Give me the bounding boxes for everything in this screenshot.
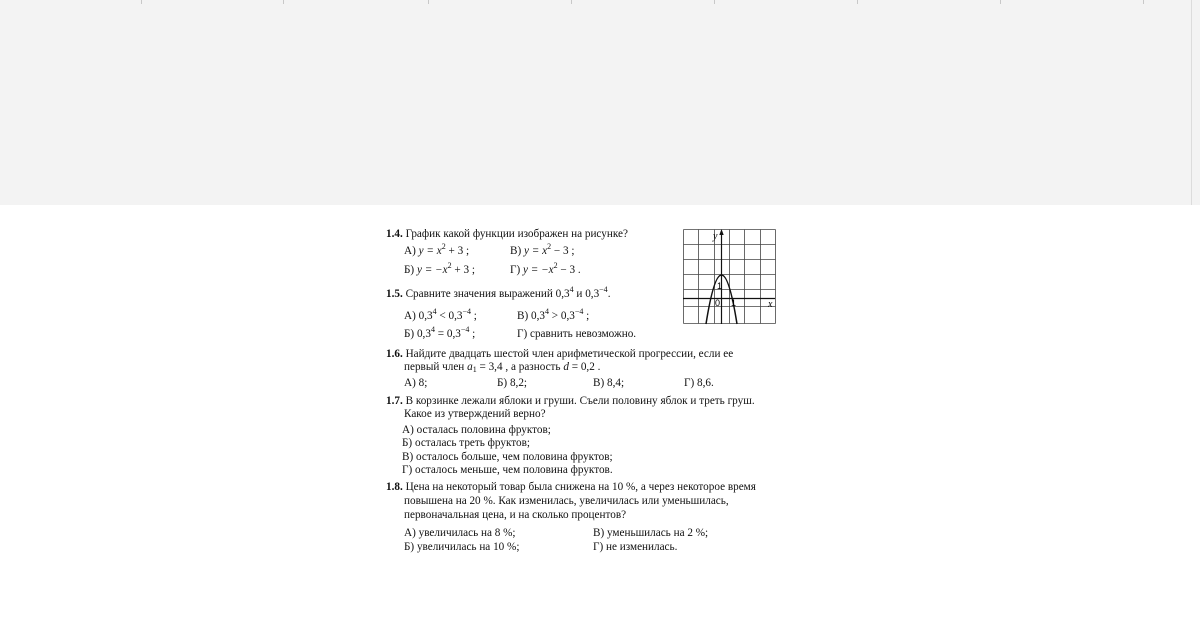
formula-part: − 3 ; [551,245,575,257]
ruler-tick [714,0,715,4]
formula-part: + 3 ; [445,245,470,257]
expression: 0,3 [416,328,431,340]
problem-text-line: повышена на 20 %. Как изменилась, увеличилась или уменьшилась, [404,495,729,507]
option-b: Б) осталась треть фруктов; [402,437,530,449]
conjunction: и [576,288,583,300]
option-a [404,307,477,323]
option-v: В) уменьшилась на 2 %; [593,527,709,539]
problem-1-7 [386,395,777,408]
expression-exponent: −4 [599,285,608,294]
option-a: А) увеличилась на 8 %; [404,527,516,539]
problem-1-6-line2 [404,361,600,374]
expression: 0,3 [560,310,575,322]
expression: 0,3 [446,328,461,340]
option-g: Г) осталось меньше, чем половина фруктов. [402,464,613,476]
formula-part: y = x [523,245,548,257]
option-a: А) осталась половина фруктов; [402,424,551,436]
ruler-tick [857,0,858,4]
problem-number: 1.5. [386,288,403,300]
y-unit-label: 1 [717,281,723,291]
relation: > [548,310,561,322]
option-g: Г) не изменилась. [593,541,678,553]
problem-question: Сравните значения выражений [405,288,553,300]
problem-1-6 [386,348,777,361]
problem-number: 1.8. [386,481,403,493]
option-v [510,242,575,258]
expression: 0,3 [448,310,463,322]
option-label: Б) [404,264,415,276]
option-g [510,261,581,277]
problem-number: 1.4. [386,228,403,240]
relation: < [436,310,449,322]
ruler-tick [428,0,429,4]
viewer-top-band [0,0,1200,205]
parabola-graph [683,229,777,325]
expression: 0,3 [418,310,433,322]
problem-text: первый член [404,361,465,373]
problem-text: В корзинке лежали яблоки и груши. Съели половину яблок и треть груш. [405,395,755,407]
problem-1-5 [386,285,611,301]
y-axis-label: y [713,231,718,242]
expression-exponent: 4 [544,307,549,316]
formula-exponent: 2 [447,261,452,270]
punctuation: ; [471,310,477,322]
option-label: Б) [404,328,415,340]
x-axis-label: x [768,299,773,310]
option-g [517,328,636,341]
relation: = [434,328,447,340]
option-b [404,325,476,341]
problem-text: = 3,4 , а разность [479,361,561,373]
option-a [404,242,470,258]
problem-1-8 [386,481,777,494]
problem-text: Найдите двадцать шестой член арифметической прогрессии, если ее [405,348,734,360]
expression-exponent: 4 [569,285,574,294]
formula-part: y = −x [416,264,448,276]
ruler-tick [1000,0,1001,4]
variable: d [563,361,569,373]
formula-part: y = −x [523,264,554,276]
option-a: А) 8; [404,377,428,389]
problem-text-line: первоначальная цена, и на сколько процентов? [404,509,627,521]
formula-exponent: 2 [553,261,558,270]
option-b [404,261,475,277]
ruler-tick [1143,0,1144,4]
formula-part: − 3 . [557,264,581,276]
x-unit-label: 1 [731,298,737,308]
formula-part: y = x [418,245,442,257]
option-v: В) 8,4; [593,377,625,389]
punctuation: ; [583,310,590,322]
option-label: А) [404,310,416,322]
option-g: Г) 8,6. [684,377,714,389]
expression-exponent: −4 [460,325,470,334]
option-text: сравнить невозможно. [530,328,637,340]
ruler-tick [141,0,142,4]
problem-1-4 [386,228,628,241]
document-page [0,205,1200,639]
variable-subscript: 1 [472,365,477,374]
origin-label: 0 [715,298,721,308]
problem-text: Цена на некоторый товар была снижена на 10 %, а через некоторое время [405,481,756,493]
ruler-tick [283,0,284,4]
formula-exponent: 2 [441,242,446,251]
option-v: В) осталось больше, чем половина фруктов; [402,451,613,463]
ruler-tick [571,0,572,4]
option-label: А) [404,245,416,257]
expression-exponent: 4 [432,307,437,316]
problem-number: 1.7. [386,395,403,407]
expression-exponent: 4 [430,325,435,334]
expression-exponent: −4 [574,307,584,316]
option-label: В) [510,245,522,257]
option-b: Б) увеличилась на 10 %; [404,541,520,553]
formula-exponent: 2 [547,242,552,251]
option-v [517,307,590,323]
problem-question: График какой функции изображен на рисунке? [405,228,628,240]
problem-text: = 0,2 . [571,361,601,373]
graph-grid [684,230,776,324]
problem-number: 1.6. [386,348,403,360]
variable: a [467,361,473,373]
option-label: В) [517,310,529,322]
punctuation: . [607,288,611,300]
expression: 0,3 [555,288,570,300]
punctuation: ; [469,328,476,340]
expression: 0,3 [585,288,600,300]
option-label: Г) [510,264,521,276]
expression-exponent: −4 [462,307,471,316]
formula-part: + 3 ; [451,264,475,276]
option-b: Б) 8,2; [497,377,528,389]
expression: 0,3 [530,310,545,322]
viewer-edge-line [1191,0,1192,205]
option-label: Г) [517,328,528,340]
problem-text-line: Какое из утверждений верно? [404,408,546,420]
